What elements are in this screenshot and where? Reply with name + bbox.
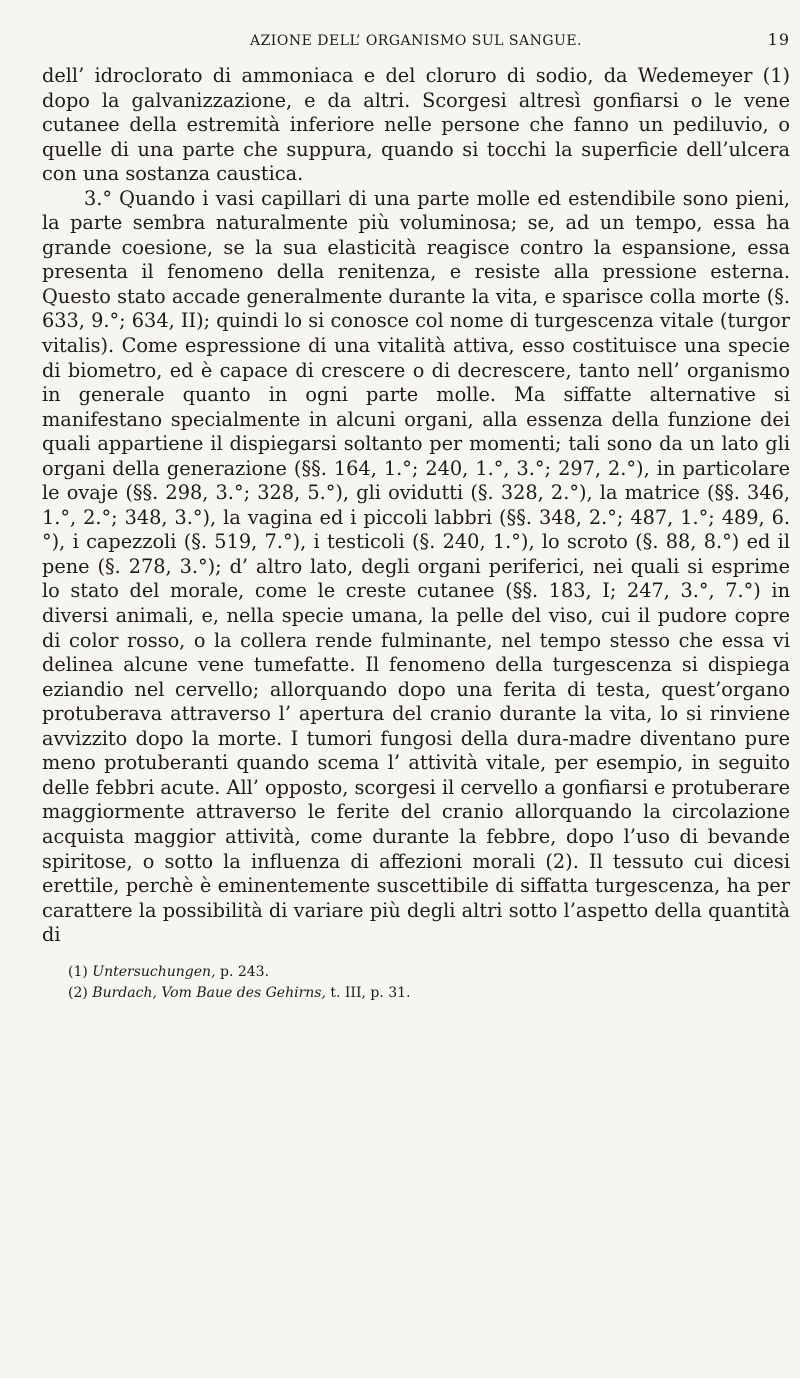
paragraph-continuation: dell’ idroclorato di ammoniaca e del cloruro di sodio, da Wedemeyer (1) dopo la galvanizzazione, e da altri. Scorgesi altresì gonfiarsi o le vene cutanee della estremità inferiore nelle persone che fanno un pediluvio, o quelle di una parte che suppura, quando si tocchi la superficie dell’ulcera con una sostanza caustica. — [42, 64, 790, 186]
page — [42, 30, 790, 1004]
footnotes — [42, 962, 790, 1004]
page-number: 19 — [767, 30, 790, 49]
paragraph-3: 3.° Quando i vasi capillari di una parte molle ed estendibile sono pieni, la parte sembra naturalmente più voluminosa; se, ad un tempo, essa ha grande coesione, se la sua elasticità reagisce contro la espansione, essa presenta il fenomeno della renitenza, e resiste alla pressione esterna. Questo stato accade generalmente durante la vita, e sparisce colla morte (§. 633, 9.°; 634, II); quindi lo si conosce col nome di turgescenza vitale (turgor vitalis). Come espressione di una vitalità attiva, esso costituisce una specie di biometro, ed è capace di crescere o di decrescere, tanto nell’ organismo in generale quanto in ogni parte molle. Ma siffatte alternative si manifestano specialmente in alcuni organi, alla essenza della funzione dei quali appartiene il dispiegarsi soltanto per momenti; tali sono da un lato gli organi della generazione (§§. 164, 1.°; 240, 1.°, 3.°; 297, 2.°), in particolare le ovaje (§§. 298, 3.°; 328, 5.°), gli ovidutti (§. 328, 2.°), la matrice (§§. 346, 1.°, 2.°; 348, 3.°), la vagina ed i piccoli labbri (§§. 348, 2.°; 487, 1.°; 489, 6.°), i capezzoli (§. 519, 7.°), i testicoli (§. 240, 1.°), lo scroto (§. 88, 8.°) ed il pene (§. 278, 3.°); d’ altro lato, degli organi periferici, nei quali si esprime lo stato del morale, come le creste cutanee (§§. 183, I; 247, 3.°, 7.°) in diversi animali, e, nella specie umana, la pelle del viso, cui il pudore copre di color rosso, o la collera rende fulminante, nel tempo stesso che essa vi delinea alcune vene tumefatte. Il fenomeno della turgescenza si dispiega eziandio nel cervello; allorquando dopo una ferita di testa, quest’organo protuberava attraverso l’ apertura del cranio durante la vita, lo si rinviene avvizzito dopo la morte. I tumori fungosi della dura-madre diventano pure meno protuberanti quando scema l’ attività vitale, per esempio, in seguito delle febbri acute. All’ opposto, scorgesi il cervello a gonfiarsi e protuberare maggiormente attraverso le ferite del cranio allorquando la circolazione acquista maggior attività, come durante la febbre, dopo l’uso di bevande spiritose, o sotto la influenza di affezioni morali (2). Il tessuto cui dicesi erettile, perchè è eminentemente suscettibile di siffatta turgescenza, ha per carattere la possibilità di variare più degli altri sotto l’aspetto della quantità di — [42, 186, 790, 947]
footnote-work: Untersuchungen, — [92, 963, 216, 980]
body-text — [42, 64, 790, 948]
running-header — [42, 30, 790, 64]
footnote-marker: (2) — [68, 984, 88, 1001]
footnote-work: Burdach, Vom Baue des Gehirns, — [92, 984, 326, 1001]
footnote-marker: (1) — [68, 963, 88, 980]
running-title: AZIONE DELL’ ORGANISMO SUL SANGUE. — [249, 33, 583, 49]
footnote-ref: t. III, p. 31. — [325, 984, 411, 1001]
footnote-ref: p. 243. — [215, 963, 270, 980]
footnote-2 — [42, 983, 790, 1004]
footnote-1 — [42, 962, 790, 983]
